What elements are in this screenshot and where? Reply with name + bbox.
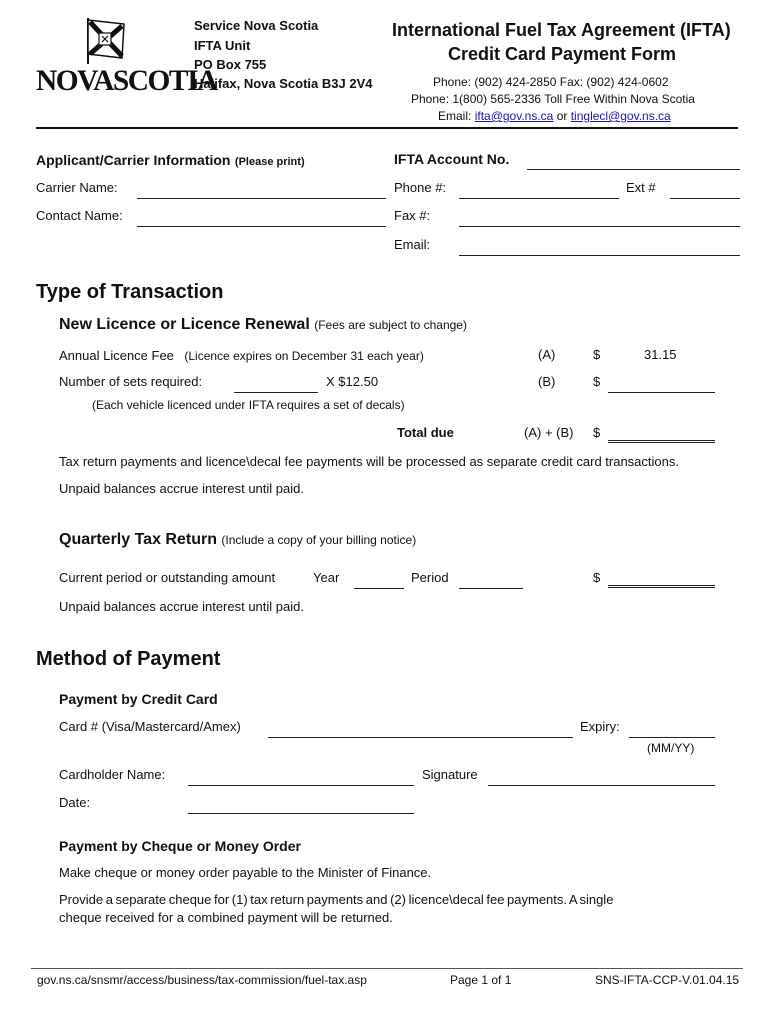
transaction-heading: Type of Transaction — [36, 281, 224, 303]
logo-wordmark: NOVASCOTIA — [36, 64, 217, 97]
quarterly-currency: $ — [593, 570, 601, 585]
fax-label: Fax #: — [394, 208, 431, 223]
contact-toll-free: Phone: 1(800) 565-2336 Toll Free Within Nova Scotia — [411, 92, 695, 106]
footer-form-code: SNS-IFTA-CCP-V.01.04.15 — [595, 973, 740, 987]
applicant-heading-note: (Please print) — [234, 156, 305, 168]
credit-card-heading: Payment by Credit Card — [59, 691, 218, 707]
quarterly-heading-note: (Include a copy of your billing notice) — [221, 533, 417, 547]
total-due-label: Total due — [397, 425, 454, 440]
email-link-tinglecl[interactable]: tinglecl@gov.ns.ca — [570, 109, 671, 123]
contact-phone-fax: Phone: (902) 424-2850 Fax: (902) 424-0602 — [433, 75, 669, 89]
licence-interest-note: Unpaid balances accrue interest until paid. — [59, 481, 304, 496]
card-number-label: Card # (Visa/Mastercard/Amex) — [59, 719, 241, 734]
cheque-payable-note: Make cheque or money order payable to the Minister of Finance. — [59, 865, 432, 880]
amount-a: 31.15 — [644, 347, 677, 362]
currency-total: $ — [593, 425, 601, 440]
sender-line-2: IFTA Unit — [194, 38, 251, 53]
sender-line-1: Service Nova Scotia — [194, 18, 319, 33]
applicant-heading — [36, 152, 305, 170]
contact-name-input[interactable] — [137, 226, 386, 227]
card-number-input[interactable] — [268, 737, 573, 738]
carrier-name-label: Carrier Name: — [36, 180, 118, 195]
expiry-input[interactable] — [629, 737, 715, 738]
decal-note: (Each vehicle licenced under IFTA requires a set of decals) — [92, 398, 405, 412]
ext-label: Ext # — [626, 180, 656, 195]
fax-input[interactable] — [459, 226, 740, 227]
ifta-account-label: IFTA Account No. — [394, 151, 510, 167]
marker-b: (B) — [538, 374, 556, 389]
contact-email-or: or — [556, 109, 568, 123]
header-rule — [36, 127, 738, 129]
licence-subheading — [59, 316, 467, 334]
annual-fee-row — [59, 347, 424, 365]
sender-line-4: Halifax, Nova Scotia B3J 2V4 — [194, 76, 373, 91]
current-period-label: Current period or outstanding amount — [59, 570, 276, 585]
phone-label: Phone #: — [394, 180, 447, 195]
annual-fee-label: Annual Licence Fee — [59, 348, 174, 363]
signature-input[interactable] — [488, 785, 715, 786]
date-input[interactable] — [188, 813, 414, 814]
year-label: Year — [313, 570, 340, 585]
date-label: Date: — [59, 795, 91, 810]
sender-line-3: PO Box 755 — [194, 57, 267, 72]
licence-subheading-note: (Fees are subject to change) — [314, 318, 467, 332]
ifta-account-input[interactable] — [527, 169, 740, 170]
cardholder-label: Cardholder Name: — [59, 767, 166, 782]
licence-subheading-text: New Licence or Licence Renewal — [59, 316, 310, 333]
email-label: Email: — [394, 237, 431, 252]
annual-fee-note: (Licence expires on December 31 each year) — [184, 349, 424, 363]
contact-email-label: Email: — [438, 109, 472, 123]
email-link-ifta[interactable]: ifta@gov.ns.ca — [474, 109, 554, 123]
quarterly-amount-input[interactable] — [608, 585, 715, 588]
payment-heading: Method of Payment — [36, 648, 221, 670]
cardholder-input[interactable] — [188, 785, 414, 786]
per-set-price: X $12.50 — [326, 374, 379, 389]
marker-a: (A) — [538, 347, 556, 362]
expiry-label: Expiry: — [580, 719, 620, 734]
total-due-input[interactable] — [608, 440, 715, 443]
currency-b: $ — [593, 374, 601, 389]
email-input[interactable] — [459, 255, 740, 256]
cheque-separate-note-1: Provide a separate cheque for (1) tax return payments and (2) licence\decal fee payments. A single — [59, 892, 614, 907]
footer-url[interactable]: gov.ns.ca/snsmr/access/business/tax-commission/fuel-tax.asp — [37, 973, 367, 987]
applicant-heading-text: Applicant/Carrier Information — [36, 152, 231, 168]
cheque-heading: Payment by Cheque or Money Order — [59, 838, 301, 854]
form-title-line-2: Credit Card Payment Form — [448, 44, 677, 64]
contact-name-label: Contact Name: — [36, 208, 123, 223]
period-input[interactable] — [459, 588, 523, 589]
quarterly-heading-text: Quarterly Tax Return — [59, 531, 217, 548]
contact-email-row — [438, 109, 671, 123]
nova-scotia-logo — [36, 14, 217, 97]
currency-a: $ — [593, 347, 601, 362]
quarterly-heading — [59, 531, 416, 549]
carrier-name-input[interactable] — [137, 198, 386, 199]
period-label: Period — [411, 570, 449, 585]
form-title-line-1: International Fuel Tax Agreement (IFTA) — [392, 20, 731, 40]
footer-rule — [31, 968, 743, 969]
sets-required-label: Number of sets required: — [59, 374, 203, 389]
cheque-separate-note-2: cheque received for a combined payment will be returned. — [59, 910, 393, 925]
sets-required-input[interactable] — [234, 392, 318, 393]
signature-label: Signature — [422, 767, 478, 782]
total-formula: (A) + (B) — [524, 425, 574, 440]
separate-transactions-note: Tax return payments and licence\decal fee payments will be processed as separate credit card transactions. — [59, 454, 679, 469]
phone-input[interactable] — [459, 198, 619, 199]
ext-input[interactable] — [670, 198, 740, 199]
footer-page-number: Page 1 of 1 — [450, 973, 512, 987]
expiry-format-hint: (MM/YY) — [647, 741, 695, 755]
quarterly-interest-note: Unpaid balances accrue interest until paid. — [59, 599, 304, 614]
amount-b-input[interactable] — [608, 392, 715, 393]
year-input[interactable] — [354, 588, 404, 589]
